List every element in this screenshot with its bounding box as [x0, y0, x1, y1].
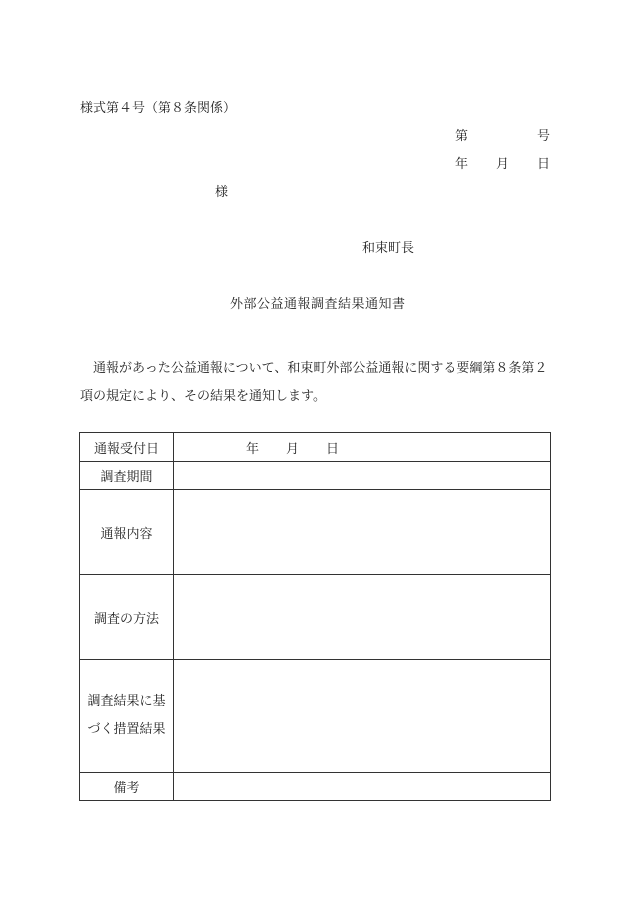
measures-value[interactable] — [174, 660, 551, 773]
document-number-unit: 号 — [537, 129, 551, 144]
table-row-remarks — [80, 773, 551, 801]
result-table — [79, 432, 551, 801]
table-row-investigation-method — [80, 575, 551, 660]
table-row-measures — [80, 660, 551, 773]
reception-date-year: 年 — [246, 441, 260, 457]
report-content-label: 通報内容 — [80, 490, 174, 575]
reception-date-value[interactable] — [174, 433, 551, 462]
remarks-label: 備考 — [80, 773, 174, 801]
investigation-method-label: 調査の方法 — [80, 575, 174, 660]
form-number: 様式第４号（第８条関係） — [80, 101, 237, 116]
issuer-name: 和束町長 — [362, 241, 415, 256]
investigation-period-label: 調査期間 — [80, 462, 174, 490]
investigation-method-value[interactable] — [174, 575, 551, 660]
measures-label-line2: づく措置結果 — [87, 722, 166, 737]
document-number-label: 第 — [455, 129, 469, 144]
measures-label-line1: 調査結果に基 — [87, 694, 166, 709]
table-row-investigation-period — [80, 462, 551, 490]
investigation-period-value[interactable] — [174, 462, 551, 490]
issue-date-month: 月 — [496, 157, 510, 172]
reception-date-month: 月 — [286, 441, 300, 457]
reception-date-day: 日 — [326, 441, 340, 457]
table-row-report-content — [80, 490, 551, 575]
addressee-suffix: 様 — [215, 185, 229, 200]
issue-date-day: 日 — [537, 157, 551, 172]
remarks-value[interactable] — [174, 773, 551, 801]
issue-date-year: 年 — [455, 157, 469, 172]
reception-date-label: 通報受付日 — [80, 433, 174, 462]
body-paragraph: 通報があった公益通報について、和束町外部公益通報に関する要綱第８条第２項の規定により、その結果を通知します。 — [80, 361, 548, 404]
report-content-value[interactable] — [174, 490, 551, 575]
measures-label — [80, 660, 174, 773]
document-title: 外部公益通報調査結果通知書 — [230, 297, 406, 312]
table-row-reception-date — [80, 433, 551, 462]
